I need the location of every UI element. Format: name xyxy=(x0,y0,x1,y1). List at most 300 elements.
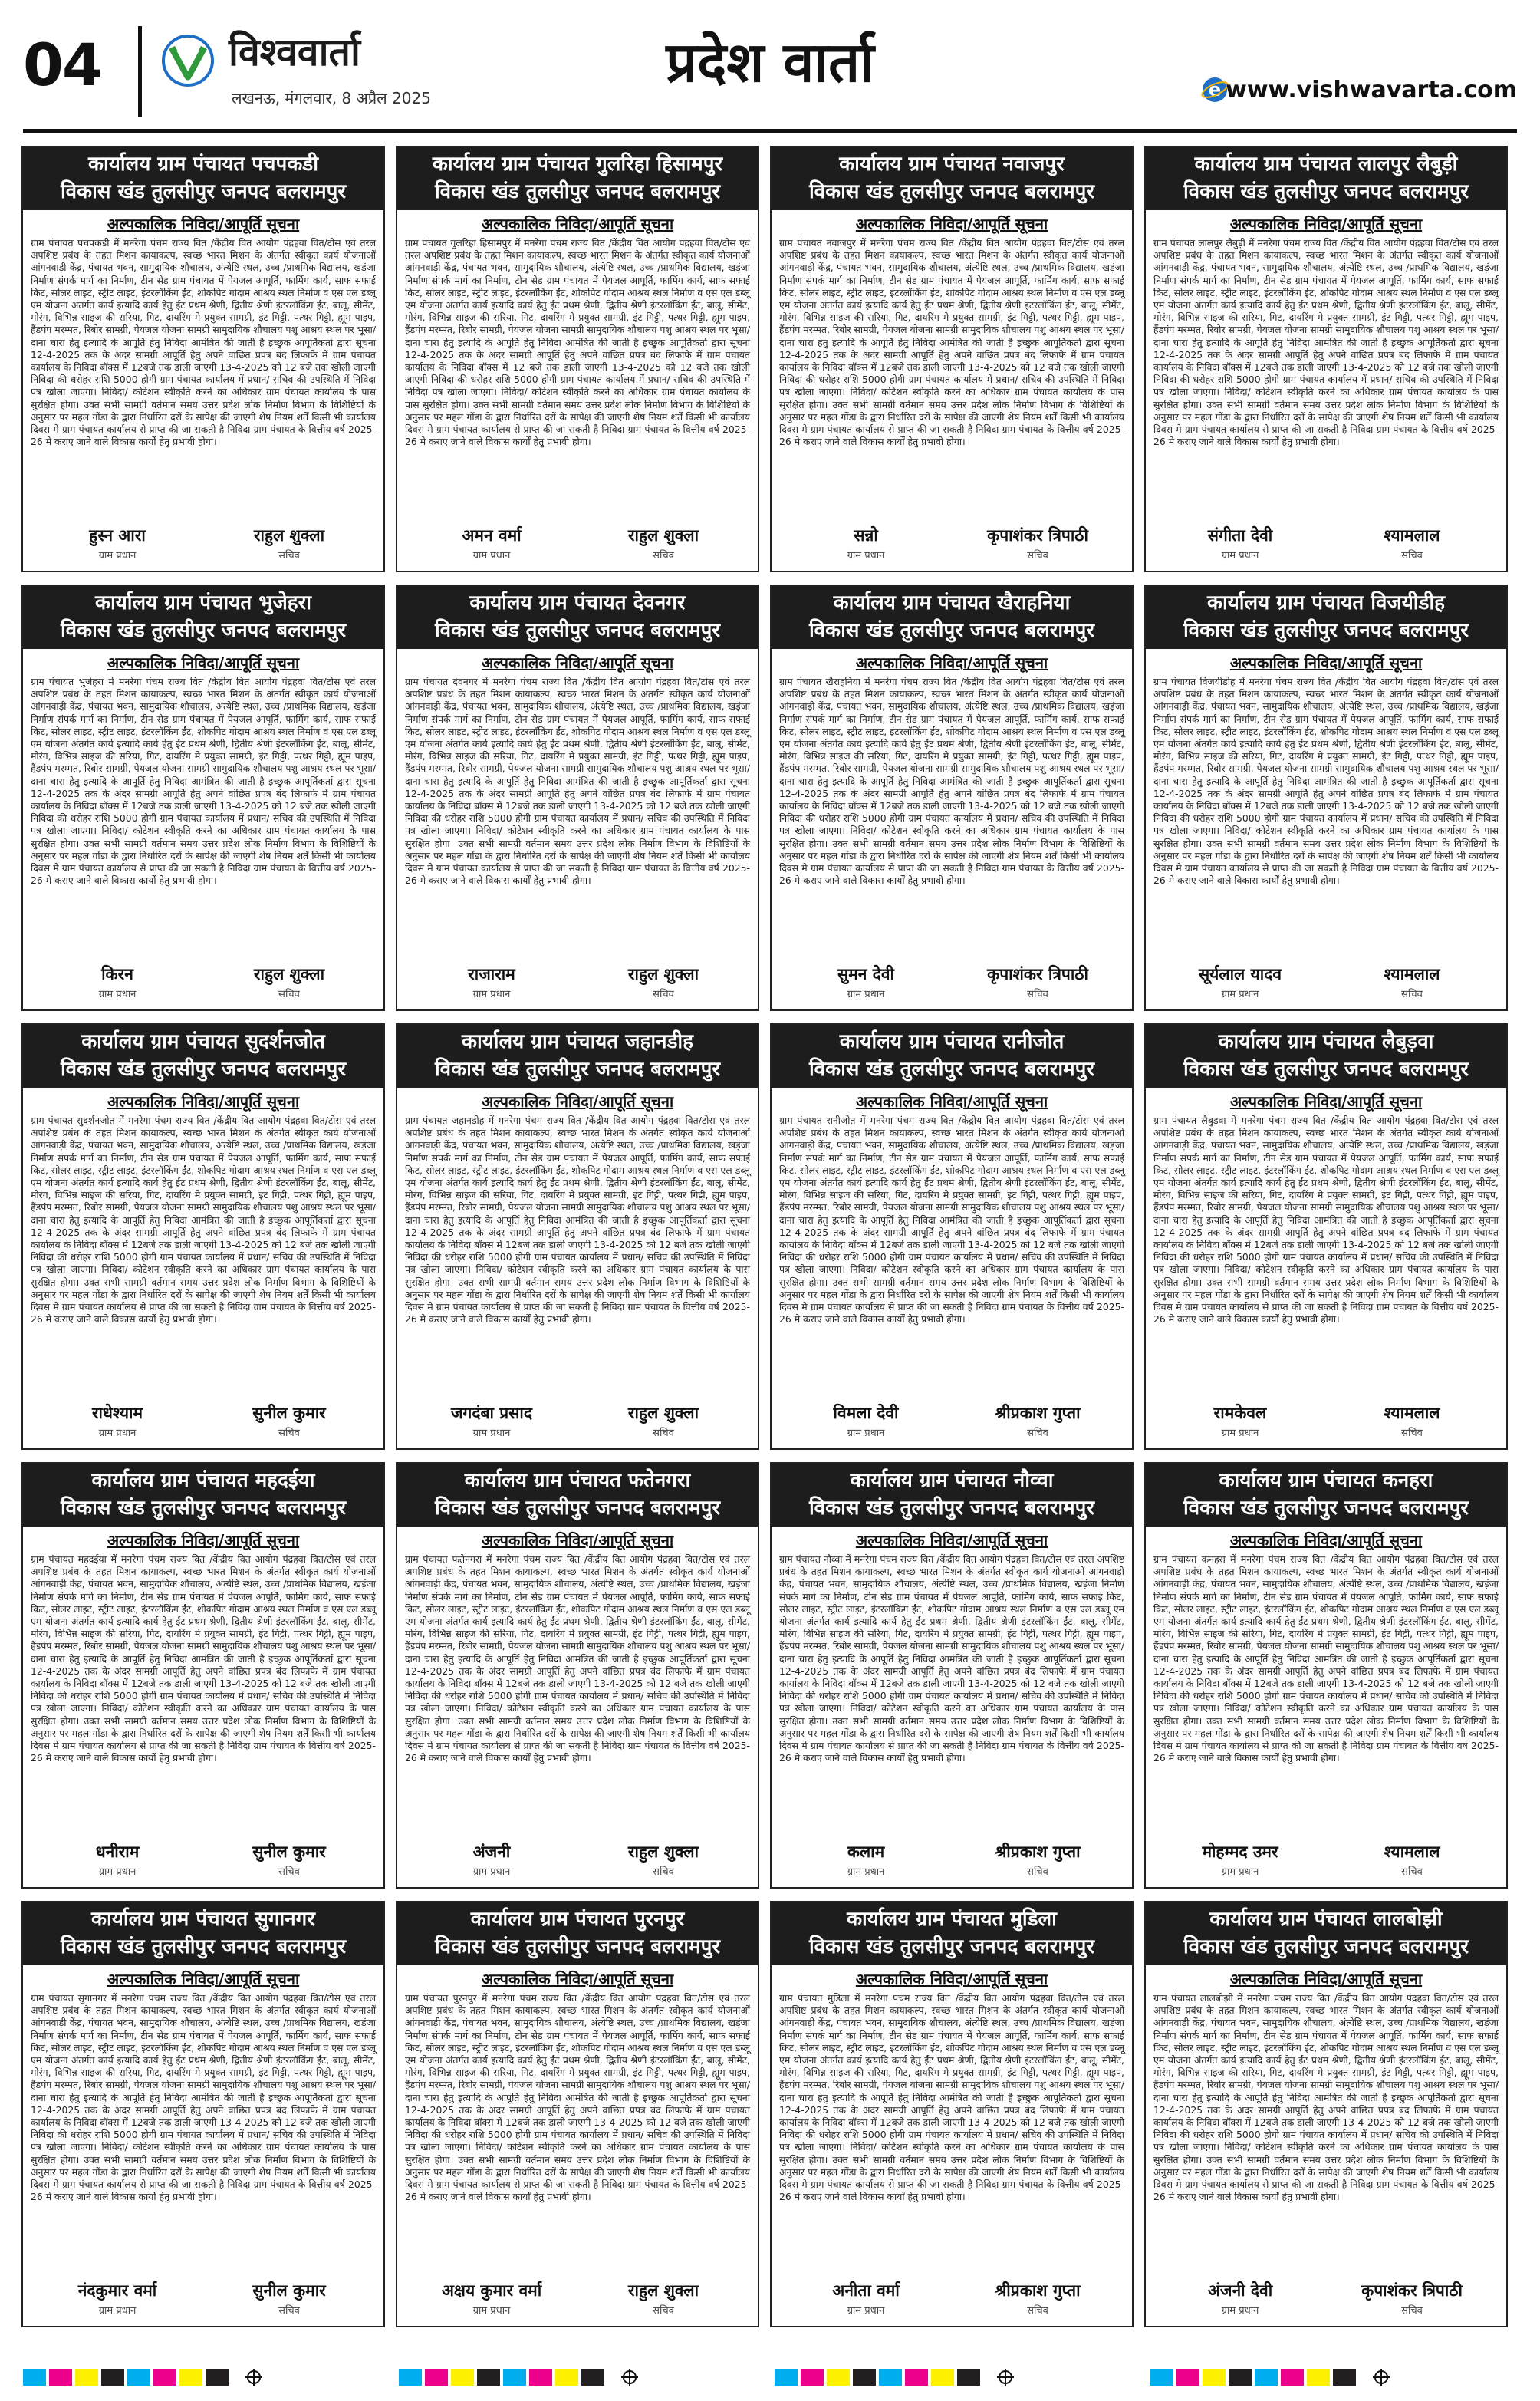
masthead xyxy=(23,17,1517,124)
notice-heading xyxy=(772,1464,1132,1527)
office-name: कार्यालय ग्राम पंचायत नवाजपुर xyxy=(839,153,1065,176)
pradhan-title: ग्राम प्रधान xyxy=(1221,550,1259,562)
pradhan-title: ग्राम प्रधान xyxy=(98,989,137,1000)
block-district: विकास खंड तुलसीपुर जनपद बलरामपुर xyxy=(1183,1497,1469,1520)
sachiv-title: सचिव xyxy=(278,1866,300,1878)
sachiv-signature xyxy=(1331,963,1492,1000)
office-name: कार्यालय ग्राम पंचायत मुडिला xyxy=(847,1908,1057,1931)
sachiv-signature xyxy=(957,963,1118,1000)
notice-body: ग्राम पंचायत कनहरा में मनरेगा पंचम राज्य वित /केंद्रीय वित आयोग पंद्रहवा वित/टोस एवं तरल अपशिष्ट प्रबंध के तहत मिशन कायाकल्प, स्वच्छ भारत मिशन के अंतर्गत स्वीकृत कार्य योजनाओं आंगनवाड़ी केंद्र, पंचायत भवन, सामुदायिक शौचालय, अंत्येष्टि स्थल, उच्च /प्राथमिक विद्यालय, खड़ंजा निर्माण संपर्क मार्ग का निर्माण, टीन सेड ग्राम पंचायत में पेयजल आपूर्ति, फार्मिग कार्य, साफ सफाई किट, सोलर लाइट, स्ट्रीट लाइट, इंटरलॉकिंग ईंट, शोकपिट गोदाम आश्रय स्थल निर्माण व एस एल डब्लू एम योजना अंतर्गत कार्य इत्यादि कार्य हेतु ईंट प्रथम श्रेणी, द्वितीय श्रेणी इंटरलॉकिंग ईंट, बालू, सीमेंट, मोरंग, विभिन्न साइज की सरिया, गिट, दायरिंग मे प्रयुक्त सामग्री, इंट गिट्टी, पत्थर गिट्टी, ह्यूम पाइप, हैंडपंप मरम्मत, रिबोर सामग्री, पेयजल योजना सामग्री सामुदायिक शौचालय पशु आश्रय स्थल पर भूसा/दाना चारा हेतु इत्यादि के आपूर्ति हेतु निविदा आमंत्रित की जाती है इच्छुक आपूर्तिकर्ता द्वारा सूचना 12-4-2025 तक के अंदर सामग्री आपूर्ति हेतु अपने वांछित प्रपत्र बंद लिफाफे में ग्राम पंचायत कार्यालय के निविदा बॉक्स में 12बजे तक डाली जाएगी 13-4-2025 को 12 बजे तक खोली जाएगी निविदा की धरोहर राशि 5000 होगी ग्राम पंचायत कार्यालय में प्रधान/ सचिव की उपस्थिति में निविदा पत्र खोला जाएगा। निविदा/ कोटेशन स्वीकृति करने का अधिकार ग्राम पंचायत कार्यालय के पास सुरक्षित होगा। उक्त सभी सामग्री वर्तमान समय उत्तर प्रदेश लोक निर्माण विभाग के विशिष्टियों के अनुसार पर महल गोंडा के द्वारा निर्धारित दरों के सापेक्ष की जाएगी शेष नियम शर्तें किसी भी कार्यालय दिवस मे ग्राम पंचायत कार्यालय से प्राप्त की जा सकती है निविदा ग्राम पंचायत के वित्तीय वर्ष 2025-26 मे कराए जाने वाले विकास कार्यों हेतु प्रभावी होगा। xyxy=(1153,1553,1499,1764)
pradhan-name: राधेश्याम xyxy=(91,1404,143,1422)
pradhan-title: ग्राम प्रधान xyxy=(1221,2305,1259,2317)
signatures xyxy=(772,2280,1132,2318)
notice-body: ग्राम पंचायत रानीजोत में मनरेगा पंचम राज्य वित /केंद्रीय वित आयोग पंद्रहवा वित/टोस एवं तरल अपशिष्ट प्रबंध के तहत मिशन कायाकल्प, स्वच्छ भारत मिशन के अंतर्गत स्वीकृत कार्य योजनाओं आंगनवाड़ी केंद्र, पंचायत भवन, सामुदायिक शौचालय, अंत्येष्टि स्थल, उच्च /प्राथमिक विद्यालय, खड़ंजा निर्माण संपर्क मार्ग का निर्माण, टीन सेड ग्राम पंचायत में पेयजल आपूर्ति, फार्मिग कार्य, साफ सफाई किट, सोलर लाइट, स्ट्रीट लाइट, इंटरलॉकिंग ईंट, शोकपिट गोदाम आश्रय स्थल निर्माण व एस एल डब्लू एम योजना अंतर्गत कार्य इत्यादि कार्य हेतु ईंट प्रथम श्रेणी, द्वितीय श्रेणी इंटरलॉकिंग ईंट, बालू, सीमेंट, मोरंग, विभिन्न साइज की सरिया, गिट, दायरिंग मे प्रयुक्त सामग्री, इंट गिट्टी, पत्थर गिट्टी, ह्यूम पाइप, हैंडपंप मरम्मत, रिबोर सामग्री, पेयजल योजना सामग्री सामुदायिक शौचालय पशु आश्रय स्थल पर भूसा/दाना चारा हेतु इत्यादि के आपूर्ति हेतु निविदा आमंत्रित की जाती है इच्छुक आपूर्तिकर्ता द्वारा सूचना 12-4-2025 तक के अंदर सामग्री आपूर्ति हेतु अपने वांछित प्रपत्र बंद लिफाफे में ग्राम पंचायत कार्यालय के निविदा बॉक्स में 12बजे तक डाली जाएगी 13-4-2025 को 12 बजे तक खोली जाएगी निविदा की धरोहर राशि 5000 होगी ग्राम पंचायत कार्यालय में प्रधान/ सचिव की उपस्थिति में निविदा पत्र खोला जाएगा। निविदा/ कोटेशन स्वीकृति करने का अधिकार ग्राम पंचायत कार्यालय के पास सुरक्षित होगा। उक्त सभी सामग्री वर्तमान समय उत्तर प्रदेश लोक निर्माण विभाग के विशिष्टियों के अनुसार पर महल गोंडा के द्वारा निर्धारित दरों के सापेक्ष की जाएगी शेष नियम शर्तें किसी भी कार्यालय दिवस मे ग्राम पंचायत कार्यालय से प्राप्त की जा सकती है निविदा ग्राम पंचायत के वित्तीय वर्ष 2025-26 मे कराए जाने वाले विकास कार्यों हेतु प्रभावी होगा। xyxy=(779,1115,1124,1326)
notice-body: ग्राम पंचायत देवनगर में मनरेगा पंचम राज्य वित /केंद्रीय वित आयोग पंद्रहवा वित/टोस एवं तरल अपशिष्ट प्रबंध के तहत मिशन कायाकल्प, स्वच्छ भारत मिशन के अंतर्गत स्वीकृत कार्य योजनाओं आंगनवाड़ी केंद्र, पंचायत भवन, सामुदायिक शौचालय, अंत्येष्टि स्थल, उच्च /प्राथमिक विद्यालय, खड़ंजा निर्माण संपर्क मार्ग का निर्माण, टीन सेड ग्राम पंचायत में पेयजल आपूर्ति, फार्मिग कार्य, साफ सफाई किट, सोलर लाइट, स्ट्रीट लाइट, इंटरलॉकिंग ईंट, शोकपिट गोदाम आश्रय स्थल निर्माण व एस एल डब्लू एम योजना अंतर्गत कार्य इत्यादि कार्य हेतु ईंट प्रथम श्रेणी, द्वितीय श्रेणी इंटरलॉकिंग ईंट, बालू, सीमेंट, मोरंग, विभिन्न साइज की सरिया, गिट, दायरिंग मे प्रयुक्त सामग्री, इंट गिट्टी, पत्थर गिट्टी, ह्यूम पाइप, हैंडपंप मरम्मत, रिबोर सामग्री, पेयजल योजना सामग्री सामुदायिक शौचालय पशु आश्रय स्थल पर भूसा/दाना चारा हेतु इत्यादि के आपूर्ति हेतु निविदा आमंत्रित की जाती है इच्छुक आपूर्तिकर्ता द्वारा सूचना 12-4-2025 तक के अंदर सामग्री आपूर्ति हेतु अपने वांछित प्रपत्र बंद लिफाफे में ग्राम पंचायत कार्यालय के निविदा बॉक्स में 12बजे तक डाली जाएगी 13-4-2025 को 12 बजे तक खोली जाएगी निविदा की धरोहर राशि 5000 होगी ग्राम पंचायत कार्यालय में प्रधान/ सचिव की उपस्थिति में निविदा पत्र खोला जाएगा। निविदा/ कोटेशन स्वीकृति करने का अधिकार ग्राम पंचायत कार्यालय के पास सुरक्षित होगा। उक्त सभी सामग्री वर्तमान समय उत्तर प्रदेश लोक निर्माण विभाग के विशिष्टियों के अनुसार पर महल गोंडा के द्वारा निर्धारित दरों के सापेक्ष की जाएगी शेष नियम शर्तें किसी भी कार्यालय दिवस मे ग्राम पंचायत कार्यालय से प्राप्त की जा सकती है निविदा ग्राम पंचायत के वित्तीय वर्ष 2025-26 मे कराए जाने वाले विकास कार्यों हेतु प्रभावी होगा। xyxy=(405,676,750,887)
office-name: कार्यालय ग्राम पंचायत नौव्वा xyxy=(850,1469,1054,1492)
notice-body: ग्राम पंचायत भुजेहरा में मनरेगा पंचम राज्य वित /केंद्रीय वित आयोग पंद्रहवा वित/टोस एवं तरल अपशिष्ट प्रबंध के तहत मिशन कायाकल्प, स्वच्छ भारत मिशन के अंतर्गत स्वीकृत कार्य योजनाओं आंगनवाड़ी केंद्र, पंचायत भवन, सामुदायिक शौचालय, अंत्येष्टि स्थल, उच्च /प्राथमिक विद्यालय, खड़ंजा निर्माण संपर्क मार्ग का निर्माण, टीन सेड ग्राम पंचायत में पेयजल आपूर्ति, फार्मिग कार्य, साफ सफाई किट, सोलर लाइट, स्ट्रीट लाइट, इंटरलॉकिंग ईंट, शोकपिट गोदाम आश्रय स्थल निर्माण व एस एल डब्लू एम योजना अंतर्गत कार्य इत्यादि कार्य हेतु ईंट प्रथम श्रेणी, द्वितीय श्रेणी इंटरलॉकिंग ईंट, बालू, सीमेंट, मोरंग, विभिन्न साइज की सरिया, गिट, दायरिंग मे प्रयुक्त सामग्री, इंट गिट्टी, पत्थर गिट्टी, ह्यूम पाइप, हैंडपंप मरम्मत, रिबोर सामग्री, पेयजल योजना सामग्री सामुदायिक शौचालय पशु आश्रय स्थल पर भूसा/दाना चारा हेतु इत्यादि के आपूर्ति हेतु निविदा आमंत्रित की जाती है इच्छुक आपूर्तिकर्ता द्वारा सूचना 12-4-2025 तक के अंदर सामग्री आपूर्ति हेतु अपने वांछित प्रपत्र बंद लिफाफे में ग्राम पंचायत कार्यालय के निविदा बॉक्स में 12बजे तक डाली जाएगी 13-4-2025 को 12 बजे तक खोली जाएगी निविदा की धरोहर राशि 5000 होगी ग्राम पंचायत कार्यालय में प्रधान/ सचिव की उपस्थिति में निविदा पत्र खोला जाएगा। निविदा/ कोटेशन स्वीकृति करने का अधिकार ग्राम पंचायत कार्यालय के पास सुरक्षित होगा। उक्त सभी सामग्री वर्तमान समय उत्तर प्रदेश लोक निर्माण विभाग के विशिष्टियों के अनुसार पर महल गोंडा के द्वारा निर्धारित दरों के सापेक्ष की जाएगी शेष नियम शर्तें किसी भी कार्यालय दिवस मे ग्राम पंचायत कार्यालय से प्राप्त की जा सकती है निविदा ग्राम पंचायत के वित्तीय वर्ष 2025-26 मे कराए जाने वाले विकास कार्यों हेतु प्रभावी होगा। xyxy=(31,676,376,887)
notice-heading xyxy=(23,1902,383,1965)
notice-body: ग्राम पंचायत महदईया में मनरेगा पंचम राज्य वित /केंद्रीय वित आयोग पंद्रहवा वित/टोस एवं तरल अपशिष्ट प्रबंध के तहत मिशन कायाकल्प, स्वच्छ भारत मिशन के अंतर्गत स्वीकृत कार्य योजनाओं आंगनवाड़ी केंद्र, पंचायत भवन, सामुदायिक शौचालय, अंत्येष्टि स्थल, उच्च /प्राथमिक विद्यालय, खड़ंजा निर्माण संपर्क मार्ग का निर्माण, टीन सेड ग्राम पंचायत में पेयजल आपूर्ति, फार्मिग कार्य, साफ सफाई किट, सोलर लाइट, स्ट्रीट लाइट, इंटरलॉकिंग ईंट, शोकपिट गोदाम आश्रय स्थल निर्माण व एस एल डब्लू एम योजना अंतर्गत कार्य इत्यादि कार्य हेतु ईंट प्रथम श्रेणी, द्वितीय श्रेणी इंटरलॉकिंग ईंट, बालू, सीमेंट, मोरंग, विभिन्न साइज की सरिया, गिट, दायरिंग मे प्रयुक्त सामग्री, इंट गिट्टी, पत्थर गिट्टी, ह्यूम पाइप, हैंडपंप मरम्मत, रिबोर सामग्री, पेयजल योजना सामग्री सामुदायिक शौचालय पशु आश्रय स्थल पर भूसा/दाना चारा हेतु इत्यादि के आपूर्ति हेतु निविदा आमंत्रित की जाती है इच्छुक आपूर्तिकर्ता द्वारा सूचना 12-4-2025 तक के अंदर सामग्री आपूर्ति हेतु अपने वांछित प्रपत्र बंद लिफाफे में ग्राम पंचायत कार्यालय के निविदा बॉक्स में 12बजे तक डाली जाएगी 13-4-2025 को 12 बजे तक खोली जाएगी निविदा की धरोहर राशि 5000 होगी ग्राम पंचायत कार्यालय में प्रधान/ सचिव की उपस्थिति में निविदा पत्र खोला जाएगा। निविदा/ कोटेशन स्वीकृति करने का अधिकार ग्राम पंचायत कार्यालय के पास सुरक्षित होगा। उक्त सभी सामग्री वर्तमान समय उत्तर प्रदेश लोक निर्माण विभाग के विशिष्टियों के अनुसार पर महल गोंडा के द्वारा निर्धारित दरों के सापेक्ष की जाएगी शेष नियम शर्तें किसी भी कार्यालय दिवस मे ग्राम पंचायत कार्यालय से प्राप्त की जा सकती है निविदा ग्राम पंचायत के वित्तीय वर्ष 2025-26 मे कराए जाने वाले विकास कार्यों हेतु प्रभावी होगा। xyxy=(31,1553,376,1764)
notice-body: ग्राम पंचायत लैबुड़वा में मनरेगा पंचम राज्य वित /केंद्रीय वित आयोग पंद्रहवा वित/टोस एवं तरल अपशिष्ट प्रबंध के तहत मिशन कायाकल्प, स्वच्छ भारत मिशन के अंतर्गत स्वीकृत कार्य योजनाओं आंगनवाड़ी केंद्र, पंचायत भवन, सामुदायिक शौचालय, अंत्येष्टि स्थल, उच्च /प्राथमिक विद्यालय, खड़ंजा निर्माण संपर्क मार्ग का निर्माण, टीन सेड ग्राम पंचायत में पेयजल आपूर्ति, फार्मिग कार्य, साफ सफाई किट, सोलर लाइट, स्ट्रीट लाइट, इंटरलॉकिंग ईंट, शोकपिट गोदाम आश्रय स्थल निर्माण व एस एल डब्लू एम योजना अंतर्गत कार्य इत्यादि कार्य हेतु ईंट प्रथम श्रेणी, द्वितीय श्रेणी इंटरलॉकिंग ईंट, बालू, सीमेंट, मोरंग, विभिन्न साइज की सरिया, गिट, दायरिंग मे प्रयुक्त सामग्री, इंट गिट्टी, पत्थर गिट्टी, ह्यूम पाइप, हैंडपंप मरम्मत, रिबोर सामग्री, पेयजल योजना सामग्री सामुदायिक शौचालय पशु आश्रय स्थल पर भूसा/दाना चारा हेतु इत्यादि के आपूर्ति हेतु निविदा आमंत्रित की जाती है इच्छुक आपूर्तिकर्ता द्वारा सूचना 12-4-2025 तक के अंदर सामग्री आपूर्ति हेतु अपने वांछित प्रपत्र बंद लिफाफे में ग्राम पंचायत कार्यालय के निविदा बॉक्स में 12बजे तक डाली जाएगी 13-4-2025 को 12 बजे तक खोली जाएगी निविदा की धरोहर राशि 5000 होगी ग्राम पंचायत कार्यालय में प्रधान/ सचिव की उपस्थिति में निविदा पत्र खोला जाएगा। निविदा/ कोटेशन स्वीकृति करने का अधिकार ग्राम पंचायत कार्यालय के पास सुरक्षित होगा। उक्त सभी सामग्री वर्तमान समय उत्तर प्रदेश लोक निर्माण विभाग के विशिष्टियों के अनुसार पर महल गोंडा के द्वारा निर्धारित दरों के सापेक्ष की जाएगी शेष नियम शर्तें किसी भी कार्यालय दिवस मे ग्राम पंचायत कार्यालय से प्राप्त की जा सकती है निविदा ग्राम पंचायत के वित्तीय वर्ष 2025-26 मे कराए जाने वाले विकास कार्यों हेतु प्रभावी होगा। xyxy=(1153,1115,1499,1326)
website-url[interactable] xyxy=(1226,77,1517,104)
color-swatch xyxy=(23,2369,46,2386)
sachiv-name: श्रीप्रकाश गुप्ता xyxy=(995,2281,1081,2300)
block-district: विकास खंड तुलसीपुर जनपद बलरामपुर xyxy=(60,619,347,642)
pradhan-title: ग्राम प्रधान xyxy=(472,1428,511,1439)
office-name: कार्यालय ग्राम पंचायत पचपकडी xyxy=(88,153,318,176)
notice-heading xyxy=(397,1902,758,1965)
notice-heading xyxy=(397,586,758,649)
pradhan-title: ग्राम प्रधान xyxy=(98,1428,137,1439)
notice-subtitle: अल्पकालिक निविदा/आपूर्ति सूचना xyxy=(481,215,674,233)
sachiv-signature xyxy=(1331,1402,1492,1439)
notice-heading xyxy=(1146,147,1506,210)
sachiv-title: सचिव xyxy=(1027,1866,1048,1878)
tender-notice-5 xyxy=(21,585,385,1011)
block-district: विकास खंड तुलसीपुर जनपद बलरामपुर xyxy=(434,1497,721,1520)
sachiv-name: सुनील कुमार xyxy=(252,2281,326,2300)
sachiv-title: सचिव xyxy=(1027,1428,1048,1439)
tender-notice-6 xyxy=(396,585,759,1011)
pradhan-name: संगीता देवी xyxy=(1207,526,1273,545)
pradhan-name: नंदकुमार वर्मा xyxy=(77,2281,157,2300)
pradhan-name: कलाम xyxy=(847,1843,885,1861)
pradhan-name: अंजनी xyxy=(472,1843,511,1861)
pradhan-title: ग्राम प्रधान xyxy=(847,1866,885,1878)
office-name: कार्यालय ग्राम पंचायत जहानडीह xyxy=(462,1030,693,1053)
color-swatch xyxy=(879,2369,902,2386)
notice-body: ग्राम पंचायत पचपकडी में मनरेगा पंचम राज्य वित /केंद्रीय वित आयोग पंद्रहवा वित/टोस एवं तरल अपशिष्ट प्रबंध के तहत मिशन कायाकल्प, स्वच्छ भारत मिशन के अंतर्गत स्वीकृत कार्य योजनाओं आंगनवाड़ी केंद्र, पंचायत भवन, सामुदायिक शौचालय, अंत्येष्टि स्थल, उच्च /प्राथमिक विद्यालय, खड़ंजा निर्माण संपर्क मार्ग का निर्माण, टीन सेड ग्राम पंचायत में पेयजल आपूर्ति, फार्मिग कार्य, साफ सफाई किट, सोलर लाइट, स्ट्रीट लाइट, इंटरलॉकिंग ईंट, शोकपिट गोदाम आश्रय स्थल निर्माण व एस एल डब्लू एम योजना अंतर्गत कार्य इत्यादि कार्य हेतु ईंट प्रथम श्रेणी, द्वितीय श्रेणी इंटरलॉकिंग ईंट, बालू, सीमेंट, मोरंग, विभिन्न साइज की सरिया, गिट, दायरिंग मे प्रयुक्त सामग्री, इंट गिट्टी, पत्थर गिट्टी, ह्यूम पाइप, हैंडपंप मरम्मत, रिबोर सामग्री, पेयजल योजना सामग्री सामुदायिक शौचालय पशु आश्रय स्थल पर भूसा/दाना चारा हेतु इत्यादि के आपूर्ति हेतु निविदा आमंत्रित की जाती है इच्छुक आपूर्तिकर्ता द्वारा सूचना 12-4-2025 तक के अंदर सामग्री आपूर्ति हेतु अपने वांछित प्रपत्र बंद लिफाफे में ग्राम पंचायत कार्यालय के निविदा बॉक्स में 12बजे तक डाली जाएगी 13-4-2025 को 12 बजे तक खोली जाएगी निविदा की धरोहर राशि 5000 होगी ग्राम पंचायत कार्यालय में प्रधान/ सचिव की उपस्थिति में निविदा पत्र खोला जाएगा। निविदा/ कोटेशन स्वीकृति करने का अधिकार ग्राम पंचायत कार्यालय के पास सुरक्षित होगा। उक्त सभी सामग्री वर्तमान समय उत्तर प्रदेश लोक निर्माण विभाग के विशिष्टियों के अनुसार पर महल गोंडा के द्वारा निर्धारित दरों के सापेक्ष की जाएगी शेष नियम शर्तें किसी भी कार्यालय दिवस मे ग्राम पंचायत कार्यालय से प्राप्त की जा सकती है निविदा ग्राम पंचायत के वित्तीय वर्ष 2025-26 मे कराए जाने वाले विकास कार्यों हेतु प्रभावी होगा। xyxy=(31,237,376,448)
color-swatch xyxy=(153,2369,176,2386)
pradhan-signature xyxy=(37,1402,198,1439)
block-district: विकास खंड तुलसीपुर जनपद बलरामपुर xyxy=(808,180,1095,203)
office-name: कार्यालय ग्राम पंचायत गुलरिहा हिसामपुर xyxy=(432,153,723,176)
sachiv-name: राहुल शुक्ला xyxy=(627,526,699,545)
notice-body: ग्राम पंचायत पुरनपुर में मनरेगा पंचम राज्य वित /केंद्रीय वित आयोग पंद्रहवा वित/टोस एवं तरल अपशिष्ट प्रबंध के तहत मिशन कायाकल्प, स्वच्छ भारत मिशन के अंतर्गत स्वीकृत कार्य योजनाओं आंगनवाड़ी केंद्र, पंचायत भवन, सामुदायिक शौचालय, अंत्येष्टि स्थल, उच्च /प्राथमिक विद्यालय, खड़ंजा निर्माण संपर्क मार्ग का निर्माण, टीन सेड ग्राम पंचायत में पेयजल आपूर्ति, फार्मिग कार्य, साफ सफाई किट, सोलर लाइट, स्ट्रीट लाइट, इंटरलॉकिंग ईंट, शोकपिट गोदाम आश्रय स्थल निर्माण व एस एल डब्लू एम योजना अंतर्गत कार्य इत्यादि कार्य हेतु ईंट प्रथम श्रेणी, द्वितीय श्रेणी इंटरलॉकिंग ईंट, बालू, सीमेंट, मोरंग, विभिन्न साइज की सरिया, गिट, दायरिंग मे प्रयुक्त सामग्री, इंट गिट्टी, पत्थर गिट्टी, ह्यूम पाइप, हैंडपंप मरम्मत, रिबोर सामग्री, पेयजल योजना सामग्री सामुदायिक शौचालय पशु आश्रय स्थल पर भूसा/दाना चारा हेतु इत्यादि के आपूर्ति हेतु निविदा आमंत्रित की जाती है इच्छुक आपूर्तिकर्ता द्वारा सूचना 12-4-2025 तक के अंदर सामग्री आपूर्ति हेतु अपने वांछित प्रपत्र बंद लिफाफे में ग्राम पंचायत कार्यालय के निविदा बॉक्स में 12बजे तक डाली जाएगी 13-4-2025 को 12 बजे तक खोली जाएगी निविदा की धरोहर राशि 5000 होगी ग्राम पंचायत कार्यालय में प्रधान/ सचिव की उपस्थिति में निविदा पत्र खोला जाएगा। निविदा/ कोटेशन स्वीकृति करने का अधिकार ग्राम पंचायत कार्यालय के पास सुरक्षित होगा। उक्त सभी सामग्री वर्तमान समय उत्तर प्रदेश लोक निर्माण विभाग के विशिष्टियों के अनुसार पर महल गोंडा के द्वारा निर्धारित दरों के सापेक्ष की जाएगी शेष नियम शर्तें किसी भी कार्यालय दिवस मे ग्राम पंचायत कार्यालय से प्राप्त की जा सकती है निविदा ग्राम पंचायत के वित्तीय वर्ष 2025-26 मे कराए जाने वाले विकास कार्यों हेतु प्रभावी होगा। xyxy=(405,1992,750,2203)
sachiv-signature xyxy=(583,1402,744,1439)
pradhan-signature xyxy=(411,1841,572,1878)
sachiv-name: राहुल शुक्ला xyxy=(627,1843,699,1861)
sachiv-signature xyxy=(957,1841,1118,1878)
block-district: विकास खंड तुलसीपुर जनपद बलरामपुर xyxy=(1183,1058,1469,1081)
pradhan-signature xyxy=(785,525,946,562)
pradhan-signature xyxy=(37,525,198,562)
color-swatch xyxy=(1203,2369,1226,2386)
tender-notice-7 xyxy=(770,585,1134,1011)
block-district: विकास खंड तुलसीपुर जनपद बलरामपुर xyxy=(60,1058,347,1081)
notice-heading xyxy=(397,1464,758,1527)
block-district: विकास खंड तुलसीपुर जनपद बलरामपुर xyxy=(808,1058,1095,1081)
signatures xyxy=(397,1841,758,1879)
notice-subtitle: अल्पकालिक निविदा/आपूर्ति सूचना xyxy=(107,215,300,233)
pradhan-name: जगदंबा प्रसाद xyxy=(450,1404,533,1422)
color-swatch xyxy=(127,2369,150,2386)
color-swatch xyxy=(957,2369,980,2386)
office-name: कार्यालय ग्राम पंचायत विजयीडीह xyxy=(1207,591,1445,614)
notice-subtitle: अल्पकालिक निविदा/आपूर्ति सूचना xyxy=(481,1970,674,1988)
block-district: विकास खंड तुलसीपुर जनपद बलरामपुर xyxy=(1183,1935,1469,1958)
color-swatch xyxy=(75,2369,98,2386)
color-swatch xyxy=(425,2369,448,2386)
sachiv-title: सचिव xyxy=(1401,1866,1423,1878)
notice-heading xyxy=(23,1025,383,1088)
notice-subtitle: अल्पकालिक निविदा/आपूर्ति सूचना xyxy=(855,1092,1048,1111)
color-swatch xyxy=(399,2369,422,2386)
notice-body: ग्राम पंचायत गुलरिहा हिसामपुर में मनरेगा पंचम राज्य वित /केंद्रीय वित आयोग पंद्रहवा वित/टोस एवं तरल अपशिष्ट प्रबंध के तहत मिशन कायाकल्प, स्वच्छ भारत मिशन के अंतर्गत स्वीकृत कार्य योजनाओं आंगनवाड़ी केंद्र, पंचायत भवन, सामुदायिक शौचालय, अंत्येष्टि स्थल, उच्च /प्राथमिक विद्यालय, खड़ंजा निर्माण संपर्क मार्ग का निर्माण, टीन सेड ग्राम पंचायत में पेयजल आपूर्ति, फार्मिग कार्य, साफ सफाई किट, सोलर लाइट, स्ट्रीट लाइट, इंटरलॉकिंग ईंट, शोकपिट गोदाम आश्रय स्थल निर्माण व एस एल डब्लू एम योजना अंतर्गत कार्य इत्यादि कार्य हेतु ईंट प्रथम श्रेणी, द्वितीय श्रेणी इंटरलॉकिंग ईंट, बालू, सीमेंट, मोरंग, विभिन्न साइज की सरिया, गिट, दायरिंग मे प्रयुक्त सामग्री, इंट गिट्टी, पत्थर गिट्टी, ह्यूम पाइप, हैंडपंप मरम्मत, रिबोर सामग्री, पेयजल योजना सामग्री सामुदायिक शौचालय पशु आश्रय स्थल पर भूसा/दाना चारा हेतु इत्यादि के आपूर्ति हेतु निविदा आमंत्रित की जाती है इच्छुक आपूर्तिकर्ता द्वारा सूचना 12-4-2025 तक के अंदर सामग्री आपूर्ति हेतु अपने वांछित प्रपत्र बंद लिफाफे में ग्राम पंचायत कार्यालय के निविदा बॉक्स में 12 बजे तक डाली जाएगी 13-4-2025 को 12 बजे तक खोली जाएगी निविदा की धरोहर राशि 5000 होगी ग्राम पंचायत कार्यालय में प्रधान/ सचिव की उपस्थिति में निविदा पत्र खोला जाएगा। निविदा/ कोटेशन स्वीकृति करने का अधिकार ग्राम पंचायत कार्यालय के पास सुरक्षित होगा। उक्त सभी सामग्री वर्तमान समय उत्तर प्रदेश लोक निर्माण विभाग के विशिष्टियों के अनुसार पर महल गोंडा के द्वारा निर्धारित दरों के सापेक्ष की जाएगी शेष नियम शर्तें किसी भी कार्यालय दिवस मे ग्राम पंचायत कार्यालय से प्राप्त की जा सकती है निविदा ग्राम पंचायत के वित्तीय वर्ष 2025-26 मे कराए जाने वाले विकास कार्यों हेतु प्रभावी होगा। xyxy=(405,237,750,448)
block-district: विकास खंड तुलसीपुर जनपद बलरामपुर xyxy=(60,1497,347,1520)
notice-heading xyxy=(1146,1025,1506,1088)
color-swatch xyxy=(1255,2369,1278,2386)
color-swatch xyxy=(1307,2369,1330,2386)
color-swatch xyxy=(1229,2369,1252,2386)
pradhan-signature xyxy=(1160,2280,1321,2317)
color-swatch xyxy=(179,2369,202,2386)
signatures xyxy=(1146,1402,1506,1441)
sachiv-name: श्रीप्रकाश गुप्ता xyxy=(995,1404,1081,1422)
notice-body: ग्राम पंचायत जहानडीह में मनरेगा पंचम राज्य वित /केंद्रीय वित आयोग पंद्रहवा वित/टोस एवं तरल अपशिष्ट प्रबंध के तहत मिशन कायाकल्प, स्वच्छ भारत मिशन के अंतर्गत स्वीकृत कार्य योजनाओं आंगनवाड़ी केंद्र, पंचायत भवन, सामुदायिक शौचालय, अंत्येष्टि स्थल, उच्च /प्राथमिक विद्यालय, खड़ंजा निर्माण संपर्क मार्ग का निर्माण, टीन सेड ग्राम पंचायत में पेयजल आपूर्ति, फार्मिग कार्य, साफ सफाई किट, सोलर लाइट, स्ट्रीट लाइट, इंटरलॉकिंग ईंट, शोकपिट गोदाम आश्रय स्थल निर्माण व एस एल डब्लू एम योजना अंतर्गत कार्य इत्यादि कार्य हेतु ईंट प्रथम श्रेणी, द्वितीय श्रेणी इंटरलॉकिंग ईंट, बालू, सीमेंट, मोरंग, विभिन्न साइज की सरिया, गिट, दायरिंग मे प्रयुक्त सामग्री, इंट गिट्टी, पत्थर गिट्टी, ह्यूम पाइप, हैंडपंप मरम्मत, रिबोर सामग्री, पेयजल योजना सामग्री सामुदायिक शौचालय पशु आश्रय स्थल पर भूसा/दाना चारा हेतु इत्यादि के आपूर्ति हेतु निविदा आमंत्रित की जाती है इच्छुक आपूर्तिकर्ता द्वारा सूचना 12-4-2025 तक के अंदर सामग्री आपूर्ति हेतु अपने वांछित प्रपत्र बंद लिफाफे में ग्राम पंचायत कार्यालय के निविदा बॉक्स में 12बजे तक डाली जाएगी 13-4-2025 को 12 बजे तक खोली जाएगी निविदा की धरोहर राशि 5000 होगी ग्राम पंचायत कार्यालय में प्रधान/ सचिव की उपस्थिति में निविदा पत्र खोला जाएगा। निविदा/ कोटेशन स्वीकृति करने का अधिकार ग्राम पंचायत कार्यालय के पास सुरक्षित होगा। उक्त सभी सामग्री वर्तमान समय उत्तर प्रदेश लोक निर्माण विभाग के विशिष्टियों के अनुसार पर महल गोंडा के द्वारा निर्धारित दरों के सापेक्ष की जाएगी शेष नियम शर्तें किसी भी कार्यालय दिवस मे ग्राम पंचायत कार्यालय से प्राप्त की जा सकती है निविदा ग्राम पंचायत के वित्तीय वर्ष 2025-26 मे कराए जाने वाले विकास कार्यों हेतु प्रभावी होगा। xyxy=(405,1115,750,1326)
block-district: विकास खंड तुलसीपुर जनपद बलरामपुर xyxy=(60,180,347,203)
sachiv-name: राहुल शुक्ला xyxy=(253,965,325,983)
pradhan-name: अमन वर्मा xyxy=(462,526,522,545)
pradhan-name: सन्नो xyxy=(854,526,878,545)
color-swatch xyxy=(1150,2369,1173,2386)
notice-subtitle: अल्पकालिक निविदा/आपूर्ति सूचना xyxy=(107,1092,300,1111)
pradhan-title: ग्राम प्रधान xyxy=(847,550,885,562)
tender-notice-17 xyxy=(21,1901,385,2327)
pradhan-title: ग्राम प्रधान xyxy=(472,550,511,562)
sachiv-title: सचिव xyxy=(1401,2305,1423,2317)
notice-heading xyxy=(23,586,383,649)
color-swatch xyxy=(1333,2369,1356,2386)
pradhan-signature xyxy=(411,1402,572,1439)
color-swatch xyxy=(101,2369,124,2386)
tender-notice-11 xyxy=(770,1023,1134,1450)
pradhan-signature xyxy=(37,2280,198,2317)
sachiv-name: कृपाशंकर त्रिपाठी xyxy=(1361,2281,1463,2300)
sachiv-title: सचिव xyxy=(278,550,300,562)
registration-mark-icon xyxy=(621,2369,638,2386)
block-district: विकास खंड तुलसीपुर जनपद बलरामपुर xyxy=(434,1935,721,1958)
notice-body: ग्राम पंचायत लालपुर लैबुड़ी में मनरेगा पंचम राज्य वित /केंद्रीय वित आयोग पंद्रहवा वित/टोस एवं तरल अपशिष्ट प्रबंध के तहत मिशन कायाकल्प, स्वच्छ भारत मिशन के अंतर्गत स्वीकृत कार्य योजनाओं आंगनवाड़ी केंद्र, पंचायत भवन, सामुदायिक शौचालय, अंत्येष्टि स्थल, उच्च /प्राथमिक विद्यालय, खड़ंजा निर्माण संपर्क मार्ग का निर्माण, टीन सेड ग्राम पंचायत में पेयजल आपूर्ति, फार्मिग कार्य, साफ सफाई किट, सोलर लाइट, स्ट्रीट लाइट, इंटरलॉकिंग ईंट, शोकपिट गोदाम आश्रय स्थल निर्माण व एस एल डब्लू एम योजना अंतर्गत कार्य इत्यादि कार्य हेतु ईंट प्रथम श्रेणी, द्वितीय श्रेणी इंटरलॉकिंग ईंट, बालू, सीमेंट, मोरंग, विभिन्न साइज की सरिया, गिट, दायरिंग मे प्रयुक्त सामग्री, इंट गिट्टी, पत्थर गिट्टी, ह्यूम पाइप, हैंडपंप मरम्मत, रिबोर सामग्री, पेयजल योजना सामग्री सामुदायिक शौचालय पशु आश्रय स्थल पर भूसा/दाना चारा हेतु इत्यादि के आपूर्ति हेतु निविदा आमंत्रित की जाती है इच्छुक आपूर्तिकर्ता द्वारा सूचना 12-4-2025 तक के अंदर सामग्री आपूर्ति हेतु अपने वांछित प्रपत्र बंद लिफाफे में ग्राम पंचायत कार्यालय के निविदा बॉक्स में 12बजे तक डाली जाएगी 13-4-2025 को 12 बजे तक खोली जाएगी निविदा की धरोहर राशि 5000 होगी ग्राम पंचायत कार्यालय में प्रधान/ सचिव की उपस्थिति में निविदा पत्र खोला जाएगा। निविदा/ कोटेशन स्वीकृति करने का अधिकार ग्राम पंचायत कार्यालय के पास सुरक्षित होगा। उक्त सभी सामग्री वर्तमान समय उत्तर प्रदेश लोक निर्माण विभाग के विशिष्टियों के अनुसार पर महल गोंडा के द्वारा निर्धारित दरों के सापेक्ष की जाएगी शेष नियम शर्तें किसी भी कार्यालय दिवस मे ग्राम पंचायत कार्यालय से प्राप्त की जा सकती है निविदा ग्राम पंचायत के वित्तीय वर्ष 2025-26 मे कराए जाने वाले विकास कार्यों हेतु प्रभावी होगा। xyxy=(1153,237,1499,448)
pradhan-name: किरन xyxy=(101,965,133,983)
notice-body: ग्राम पंचायत फतेनगरा में मनरेगा पंचम राज्य वित /केंद्रीय वित आयोग पंद्रहवा वित/टोस एवं तरल अपशिष्ट प्रबंध के तहत मिशन कायाकल्प, स्वच्छ भारत मिशन के अंतर्गत स्वीकृत कार्य योजनाओं आंगनवाड़ी केंद्र, पंचायत भवन, सामुदायिक शौचालय, अंत्येष्टि स्थल, उच्च /प्राथमिक विद्यालय, खड़ंजा निर्माण संपर्क मार्ग का निर्माण, टीन सेड ग्राम पंचायत में पेयजल आपूर्ति, फार्मिग कार्य, साफ सफाई किट, सोलर लाइट, स्ट्रीट लाइट, इंटरलॉकिंग ईंट, शोकपिट गोदाम आश्रय स्थल निर्माण व एस एल डब्लू एम योजना अंतर्गत कार्य इत्यादि कार्य हेतु ईंट प्रथम श्रेणी, द्वितीय श्रेणी इंटरलॉकिंग ईंट, बालू, सीमेंट, मोरंग, विभिन्न साइज की सरिया, गिट, दायरिंग मे प्रयुक्त सामग्री, इंट गिट्टी, पत्थर गिट्टी, ह्यूम पाइप, हैंडपंप मरम्मत, रिबोर सामग्री, पेयजल योजना सामग्री सामुदायिक शौचालय पशु आश्रय स्थल पर भूसा/दाना चारा हेतु इत्यादि के आपूर्ति हेतु निविदा आमंत्रित की जाती है इच्छुक आपूर्तिकर्ता द्वारा सूचना 12-4-2025 तक के अंदर सामग्री आपूर्ति हेतु अपने वांछित प्रपत्र बंद लिफाफे में ग्राम पंचायत कार्यालय के निविदा बॉक्स में 12बजे तक डाली जाएगी 13-4-2025 को 12 बजे तक खोली जाएगी निविदा की धरोहर राशि 5000 होगी ग्राम पंचायत कार्यालय में प्रधान/ सचिव की उपस्थिति में निविदा पत्र खोला जाएगा। निविदा/ कोटेशन स्वीकृति करने का अधिकार ग्राम पंचायत कार्यालय के पास सुरक्षित होगा। उक्त सभी सामग्री वर्तमान समय उत्तर प्रदेश लोक निर्माण विभाग के विशिष्टियों के अनुसार पर महल गोंडा के द्वारा निर्धारित दरों के सापेक्ष की जाएगी शेष नियम शर्तें किसी भी कार्यालय दिवस मे ग्राम पंचायत कार्यालय से प्राप्त की जा सकती है निविदा ग्राम पंचायत के वित्तीय वर्ष 2025-26 मे कराए जाने वाले विकास कार्यों हेतु प्रभावी होगा। xyxy=(405,1553,750,1764)
signatures xyxy=(772,525,1132,563)
pradhan-signature xyxy=(411,525,572,562)
tender-notice-9 xyxy=(21,1023,385,1450)
notice-heading xyxy=(772,147,1132,210)
office-name: कार्यालय ग्राम पंचायत देवनगर xyxy=(469,591,686,614)
signatures xyxy=(1146,2280,1506,2318)
pradhan-signature xyxy=(785,963,946,1000)
signatures xyxy=(1146,525,1506,563)
color-swatch xyxy=(451,2369,474,2386)
pradhan-signature xyxy=(1160,963,1321,1000)
notice-body: ग्राम पंचायत लालबोझी में मनरेगा पंचम राज्य वित /केंद्रीय वित आयोग पंद्रहवा वित/टोस एवं तरल अपशिष्ट प्रबंध के तहत मिशन कायाकल्प, स्वच्छ भारत मिशन के अंतर्गत स्वीकृत कार्य योजनाओं आंगनवाड़ी केंद्र, पंचायत भवन, सामुदायिक शौचालय, अंत्येष्टि स्थल, उच्च /प्राथमिक विद्यालय, खड़ंजा निर्माण संपर्क मार्ग का निर्माण, टीन सेड ग्राम पंचायत में पेयजल आपूर्ति, फार्मिग कार्य, साफ सफाई किट, सोलर लाइट, स्ट्रीट लाइट, इंटरलॉकिंग ईंट, शोकपिट गोदाम आश्रय स्थल निर्माण व एस एल डब्लू एम योजना अंतर्गत कार्य इत्यादि कार्य हेतु ईंट प्रथम श्रेणी, द्वितीय श्रेणी इंटरलॉकिंग ईंट, बालू, सीमेंट, मोरंग, विभिन्न साइज की सरिया, गिट, दायरिंग मे प्रयुक्त सामग्री, इंट गिट्टी, पत्थर गिट्टी, ह्यूम पाइप, हैंडपंप मरम्मत, रिबोर सामग्री, पेयजल योजना सामग्री सामुदायिक शौचालय पशु आश्रय स्थल पर भूसा/दाना चारा हेतु इत्यादि के आपूर्ति हेतु निविदा आमंत्रित की जाती है इच्छुक आपूर्तिकर्ता द्वारा सूचना 12-4-2025 तक के अंदर सामग्री आपूर्ति हेतु अपने वांछित प्रपत्र बंद लिफाफे में ग्राम पंचायत कार्यालय के निविदा बॉक्स में 12बजे तक डाली जाएगी 13-4-2025 को 12 बजे तक खोली जाएगी निविदा की धरोहर राशि 5000 होगी ग्राम पंचायत कार्यालय में प्रधान/ सचिव की उपस्थिति में निविदा पत्र खोला जाएगा। निविदा/ कोटेशन स्वीकृति करने का अधिकार ग्राम पंचायत कार्यालय के पास सुरक्षित होगा। उक्त सभी सामग्री वर्तमान समय उत्तर प्रदेश लोक निर्माण विभाग के विशिष्टियों के अनुसार पर महल गोंडा के द्वारा निर्धारित दरों के सापेक्ष की जाएगी शेष नियम शर्तें किसी भी कार्यालय दिवस मे ग्राम पंचायत कार्यालय से प्राप्त की जा सकती है निविदा ग्राम पंचायत के वित्तीय वर्ष 2025-26 मे कराए जाने वाले विकास कार्यों हेतु प्रभावी होगा। xyxy=(1153,1992,1499,2203)
sachiv-signature xyxy=(209,963,370,1000)
notice-subtitle: अल्पकालिक निविदा/आपूर्ति सूचना xyxy=(1229,654,1423,672)
pradhan-title: ग्राम प्रधान xyxy=(472,2305,511,2317)
notice-body: ग्राम पंचायत खैराहनिया में मनरेगा पंचम राज्य वित /केंद्रीय वित आयोग पंद्रहवा वित/टोस एवं तरल अपशिष्ट प्रबंध के तहत मिशन कायाकल्प, स्वच्छ भारत मिशन के अंतर्गत स्वीकृत कार्य योजनाओं आंगनवाड़ी केंद्र, पंचायत भवन, सामुदायिक शौचालय, अंत्येष्टि स्थल, उच्च /प्राथमिक विद्यालय, खड़ंजा निर्माण संपर्क मार्ग का निर्माण, टीन सेड ग्राम पंचायत में पेयजल आपूर्ति, फार्मिग कार्य, साफ सफाई किट, सोलर लाइट, स्ट्रीट लाइट, इंटरलॉकिंग ईंट, शोकपिट गोदाम आश्रय स्थल निर्माण व एस एल डब्लू एम योजना अंतर्गत कार्य इत्यादि कार्य हेतु ईंट प्रथम श्रेणी, द्वितीय श्रेणी इंटरलॉकिंग ईंट, बालू, सीमेंट, मोरंग, विभिन्न साइज की सरिया, गिट, दायरिंग मे प्रयुक्त सामग्री, इंट गिट्टी, पत्थर गिट्टी, ह्यूम पाइप, हैंडपंप मरम्मत, रिबोर सामग्री, पेयजल योजना सामग्री सामुदायिक शौचालय पशु आश्रय स्थल पर भूसा/दाना चारा हेतु इत्यादि के आपूर्ति हेतु निविदा आमंत्रित की जाती है इच्छुक आपूर्तिकर्ता द्वारा सूचना 12-4-2025 तक के अंदर सामग्री आपूर्ति हेतु अपने वांछित प्रपत्र बंद लिफाफे में ग्राम पंचायत कार्यालय के निविदा बॉक्स में 12बजे तक डाली जाएगी 13-4-2025 को 12 बजे तक खोली जाएगी निविदा की धरोहर राशि 5000 होगी ग्राम पंचायत कार्यालय में प्रधान/ सचिव की उपस्थिति में निविदा पत्र खोला जाएगा। निविदा/ कोटेशन स्वीकृति करने का अधिकार ग्राम पंचायत कार्यालय के पास सुरक्षित होगा। उक्त सभी सामग्री वर्तमान समय उत्तर प्रदेश लोक निर्माण विभाग के विशिष्टियों के अनुसार पर महल गोंडा के द्वारा निर्धारित दरों के सापेक्ष की जाएगी शेष नियम शर्तें किसी भी कार्यालय दिवस मे ग्राम पंचायत कार्यालय से प्राप्त की जा सकती है निविदा ग्राम पंचायत के वित्तीय वर्ष 2025-26 मे कराए जाने वाले विकास कार्यों हेतु प्रभावी होगा। xyxy=(779,676,1124,887)
tender-notice-13 xyxy=(21,1462,385,1889)
office-name: कार्यालय ग्राम पंचायत लालबोझी xyxy=(1209,1908,1443,1931)
sachiv-title: सचिव xyxy=(1027,2305,1048,2317)
notice-subtitle: अल्पकालिक निविदा/आपूर्ति सूचना xyxy=(1229,215,1423,233)
sachiv-title: सचिव xyxy=(1401,989,1423,1000)
pradhan-signature xyxy=(1160,1402,1321,1439)
tender-notice-19 xyxy=(770,1901,1134,2327)
pradhan-signature xyxy=(411,2280,572,2317)
block-district: विकास खंड तुलसीपुर जनपद बलरामपुर xyxy=(60,1935,347,1958)
color-swatch xyxy=(905,2369,928,2386)
signatures xyxy=(397,963,758,1002)
notice-subtitle: अल्पकालिक निविदा/आपूर्ति सूचना xyxy=(1229,1531,1423,1550)
pradhan-name: अनीता वर्मा xyxy=(832,2281,900,2300)
pradhan-name: रामकेवल xyxy=(1213,1404,1267,1422)
tender-notice-4 xyxy=(1144,146,1508,572)
notice-heading xyxy=(397,147,758,210)
website-url-text[interactable]: www.vishwavarta.com xyxy=(1226,77,1517,104)
pradhan-signature xyxy=(785,1841,946,1878)
office-name: कार्यालय ग्राम पंचायत खैराहनिया xyxy=(833,591,1071,614)
sachiv-title: सचिव xyxy=(653,1866,674,1878)
sachiv-title: सचिव xyxy=(278,2305,300,2317)
sachiv-title: सचिव xyxy=(653,550,674,562)
sachiv-name: राहुल शुक्ला xyxy=(627,1404,699,1422)
color-swatch xyxy=(555,2369,578,2386)
pradhan-title: ग्राम प्रधान xyxy=(1221,1428,1259,1439)
registration-mark-icon xyxy=(245,2369,262,2386)
notice-subtitle: अल्पकालिक निविदा/आपूर्ति सूचना xyxy=(1229,1092,1423,1111)
pradhan-title: ग्राम प्रधान xyxy=(1221,1866,1259,1878)
pradhan-name: अंजनी देवी xyxy=(1207,2281,1273,2300)
office-name: कार्यालय ग्राम पंचायत पुरनपुर xyxy=(470,1908,685,1931)
signatures xyxy=(1146,963,1506,1002)
pradhan-title: ग्राम प्रधान xyxy=(472,1866,511,1878)
sachiv-signature xyxy=(583,1841,744,1878)
color-swatch xyxy=(1176,2369,1199,2386)
block-district: विकास खंड तुलसीपुर जनपद बलरामपुर xyxy=(434,619,721,642)
sachiv-title: सचिव xyxy=(1401,550,1423,562)
block-district: विकास खंड तुलसीपुर जनपद बलरामपुर xyxy=(1183,180,1469,203)
notice-body: ग्राम पंचायत सुदर्शनजोत में मनरेगा पंचम राज्य वित /केंद्रीय वित आयोग पंद्रहवा वित/टोस एवं तरल अपशिष्ट प्रबंध के तहत मिशन कायाकल्प, स्वच्छ भारत मिशन के अंतर्गत स्वीकृत कार्य योजनाओं आंगनवाड़ी केंद्र, पंचायत भवन, सामुदायिक शौचालय, अंत्येष्टि स्थल, उच्च /प्राथमिक विद्यालय, खड़ंजा निर्माण संपर्क मार्ग का निर्माण, टीन सेड ग्राम पंचायत में पेयजल आपूर्ति, फार्मिग कार्य, साफ सफाई किट, सोलर लाइट, स्ट्रीट लाइट, इंटरलॉकिंग ईंट, शोकपिट गोदाम आश्रय स्थल निर्माण व एस एल डब्लू एम योजना अंतर्गत कार्य इत्यादि कार्य हेतु ईंट प्रथम श्रेणी, द्वितीय श्रेणी इंटरलॉकिंग ईंट, बालू, सीमेंट, मोरंग, विभिन्न साइज की सरिया, गिट, दायरिंग मे प्रयुक्त सामग्री, इंट गिट्टी, पत्थर गिट्टी, ह्यूम पाइप, हैंडपंप मरम्मत, रिबोर सामग्री, पेयजल योजना सामग्री सामुदायिक शौचालय पशु आश्रय स्थल पर भूसा/दाना चारा हेतु इत्यादि के आपूर्ति हेतु निविदा आमंत्रित की जाती है इच्छुक आपूर्तिकर्ता द्वारा सूचना 12-4-2025 तक के अंदर सामग्री आपूर्ति हेतु अपने वांछित प्रपत्र बंद लिफाफे में ग्राम पंचायत कार्यालय के निविदा बॉक्स में 12बजे तक डाली जाएगी 13-4-2025 को 12 बजे तक खोली जाएगी निविदा की धरोहर राशि 5000 होगी ग्राम पंचायत कार्यालय में प्रधान/ सचिव की उपस्थिति में निविदा पत्र खोला जाएगा। निविदा/ कोटेशन स्वीकृति करने का अधिकार ग्राम पंचायत कार्यालय के पास सुरक्षित होगा। उक्त सभी सामग्री वर्तमान समय उत्तर प्रदेश लोक निर्माण विभाग के विशिष्टियों के अनुसार पर महल गोंडा के द्वारा निर्धारित दरों के सापेक्ष की जाएगी शेष नियम शर्तें किसी भी कार्यालय दिवस मे ग्राम पंचायत कार्यालय से प्राप्त की जा सकती है निविदा ग्राम पंचायत के वित्तीय वर्ष 2025-26 मे कराए जाने वाले विकास कार्यों हेतु प्रभावी होगा। xyxy=(31,1115,376,1326)
notice-subtitle: अल्पकालिक निविदा/आपूर्ति सूचना xyxy=(855,654,1048,672)
pradhan-signature xyxy=(37,963,198,1000)
sachiv-title: सचिव xyxy=(1027,989,1048,1000)
sachiv-name: सुनील कुमार xyxy=(252,1404,326,1422)
pradhan-title: ग्राम प्रधान xyxy=(98,2305,137,2317)
office-name: कार्यालय ग्राम पंचायत लैबुड़वा xyxy=(1218,1030,1434,1053)
pradhan-name: सुमन देवी xyxy=(837,965,894,983)
notice-heading xyxy=(23,147,383,210)
notice-heading xyxy=(1146,586,1506,649)
tender-notice-8 xyxy=(1144,585,1508,1011)
signatures xyxy=(1146,1841,1506,1879)
color-swatch xyxy=(801,2369,824,2386)
notice-subtitle: अल्पकालिक निविदा/आपूर्ति सूचना xyxy=(107,1531,300,1550)
pradhan-signature xyxy=(785,2280,946,2317)
sachiv-title: सचिव xyxy=(278,989,300,1000)
color-swatch xyxy=(775,2369,798,2386)
signatures xyxy=(23,525,383,563)
signatures xyxy=(23,1841,383,1879)
pradhan-title: ग्राम प्रधान xyxy=(1221,989,1259,1000)
tender-notice-12 xyxy=(1144,1023,1508,1450)
signatures xyxy=(23,2280,383,2318)
pradhan-signature xyxy=(1160,1841,1321,1878)
color-swatch xyxy=(529,2369,552,2386)
sachiv-name: श्यामलाल xyxy=(1384,1843,1440,1861)
sachiv-title: सचिव xyxy=(1027,550,1048,562)
tender-notice-10 xyxy=(396,1023,759,1450)
sachiv-title: सचिव xyxy=(278,1428,300,1439)
tender-notice-18 xyxy=(396,1901,759,2327)
sachiv-name: राहुल शुक्ला xyxy=(627,965,699,983)
pradhan-title: ग्राम प्रधान xyxy=(847,2305,885,2317)
tender-notice-14 xyxy=(396,1462,759,1889)
sachiv-title: सचिव xyxy=(653,1428,674,1439)
office-name: कार्यालय ग्राम पंचायत रानीजोत xyxy=(839,1030,1065,1053)
tender-notice-15 xyxy=(770,1462,1134,1889)
pradhan-title: ग्राम प्रधान xyxy=(847,989,885,1000)
sachiv-signature xyxy=(209,2280,370,2317)
notice-heading xyxy=(772,586,1132,649)
pradhan-title: ग्राम प्रधान xyxy=(98,1866,137,1878)
block-district: विकास खंड तुलसीपुर जनपद बलरामपुर xyxy=(808,1497,1095,1520)
notice-subtitle: अल्पकालिक निविदा/आपूर्ति सूचना xyxy=(481,1531,674,1550)
pradhan-signature xyxy=(411,963,572,1000)
pradhan-name: मोहम्मद उमर xyxy=(1202,1843,1278,1861)
sachiv-name: श्यामलाल xyxy=(1384,1404,1440,1422)
tender-notice-2 xyxy=(396,146,759,572)
notice-body: ग्राम पंचायत नवाजपुर में मनरेगा पंचम राज्य वित /केंद्रीय वित आयोग पंद्रहवा वित/टोस एवं तरल अपशिष्ट प्रबंध के तहत मिशन कायाकल्प, स्वच्छ भारत मिशन के अंतर्गत स्वीकृत कार्य योजनाओं आंगनवाड़ी केंद्र, पंचायत भवन, सामुदायिक शौचालय, अंत्येष्टि स्थल, उच्च /प्राथमिक विद्यालय, खड़ंजा निर्माण संपर्क मार्ग का निर्माण, टीन सेड ग्राम पंचायत में पेयजल आपूर्ति, फार्मिग कार्य, साफ सफाई किट, सोलर लाइट, स्ट्रीट लाइट, इंटरलॉकिंग ईंट, शोकपिट गोदाम आश्रय स्थल निर्माण व एस एल डब्लू एम योजना अंतर्गत कार्य इत्यादि कार्य हेतु ईंट प्रथम श्रेणी, द्वितीय श्रेणी इंटरलॉकिंग ईंट, बालू, सीमेंट, मोरंग, विभिन्न साइज की सरिया, गिट, दायरिंग मे प्रयुक्त सामग्री, इंट गिट्टी, पत्थर गिट्टी, ह्यूम पाइप, हैंडपंप मरम्मत, रिबोर सामग्री, पेयजल योजना सामग्री सामुदायिक शौचालय पशु आश्रय स्थल पर भूसा/दाना चारा हेतु इत्यादि के आपूर्ति हेतु निविदा आमंत्रित की जाती है इच्छुक आपूर्तिकर्ता द्वारा सूचना 12-4-2025 तक के अंदर सामग्री आपूर्ति हेतु अपने वांछित प्रपत्र बंद लिफाफे में ग्राम पंचायत कार्यालय के निविदा बॉक्स में 12बजे तक डाली जाएगी 13-4-2025 को 12 बजे तक खोली जाएगी निविदा की धरोहर राशि 5000 होगी ग्राम पंचायत कार्यालय में प्रधान/ सचिव की उपस्थिति में निविदा पत्र खोला जाएगा। निविदा/ कोटेशन स्वीकृति करने का अधिकार ग्राम पंचायत कार्यालय के पास सुरक्षित होगा। उक्त सभी सामग्री वर्तमान समय उत्तर प्रदेश लोक निर्माण विभाग के विशिष्टियों के अनुसार पर महल गोंडा के द्वारा निर्धारित दरों के सापेक्ष की जाएगी शेष नियम शर्तें किसी भी कार्यालय दिवस मे ग्राम पंचायत कार्यालय से प्राप्त की जा सकती है निविदा ग्राम पंचायत के वित्तीय वर्ष 2025-26 मे कराए जाने वाले विकास कार्यों हेतु प्रभावी होगा। xyxy=(779,237,1124,448)
notice-heading xyxy=(397,1025,758,1088)
sachiv-signature xyxy=(957,525,1118,562)
color-swatch xyxy=(503,2369,526,2386)
color-swatch xyxy=(206,2369,229,2386)
color-swatch xyxy=(827,2369,850,2386)
notice-subtitle: अल्पकालिक निविदा/आपूर्ति सूचना xyxy=(107,654,300,672)
notice-subtitle: अल्पकालिक निविदा/आपूर्ति सूचना xyxy=(855,215,1048,233)
brand-name: विश्ववार्ता xyxy=(229,30,360,74)
signatures xyxy=(397,525,758,563)
sachiv-title: सचिव xyxy=(653,989,674,1000)
color-swatch xyxy=(853,2369,876,2386)
sachiv-signature xyxy=(583,2280,744,2317)
notice-subtitle: अल्पकालिक निविदा/आपूर्ति सूचना xyxy=(855,1531,1048,1550)
pradhan-signature xyxy=(785,1402,946,1439)
sachiv-name: कृपाशंकर त्रिपाठी xyxy=(987,965,1088,983)
registration-mark-icon xyxy=(1373,2369,1390,2386)
color-swatch xyxy=(931,2369,954,2386)
notice-heading xyxy=(772,1025,1132,1088)
notice-heading xyxy=(772,1902,1132,1965)
sachiv-name: श्रीप्रकाश गुप्ता xyxy=(995,1843,1081,1861)
print-registration-strip xyxy=(23,2369,1517,2386)
tender-notice-20 xyxy=(1144,1901,1508,2327)
pradhan-name: विमला देवी xyxy=(833,1404,899,1422)
pradhan-title: ग्राम प्रधान xyxy=(847,1428,885,1439)
office-name: कार्यालय ग्राम पंचायत महदईया xyxy=(91,1469,315,1492)
color-swatch xyxy=(1281,2369,1304,2386)
office-name: कार्यालय ग्राम पंचायत लालपुर लैबुड़ी xyxy=(1194,153,1458,176)
sachiv-signature xyxy=(583,963,744,1000)
pradhan-title: ग्राम प्रधान xyxy=(98,550,137,562)
registration-mark-icon xyxy=(997,2369,1014,2386)
office-name: कार्यालय ग्राम पंचायत कनहरा xyxy=(1219,1469,1433,1492)
section-title: प्रदेश वार्ता xyxy=(666,29,874,94)
notice-subtitle: अल्पकालिक निविदा/आपूर्ति सूचना xyxy=(107,1970,300,1988)
notice-body: ग्राम पंचायत मुडिला में मनरेगा पंचम राज्य वित /केंद्रीय वित आयोग पंद्रहवा वित/टोस एवं तरल अपशिष्ट प्रबंध के तहत मिशन कायाकल्प, स्वच्छ भारत मिशन के अंतर्गत स्वीकृत कार्य योजनाओं आंगनवाड़ी केंद्र, पंचायत भवन, सामुदायिक शौचालय, अंत्येष्टि स्थल, उच्च /प्राथमिक विद्यालय, खड़ंजा निर्माण संपर्क मार्ग का निर्माण, टीन सेड ग्राम पंचायत में पेयजल आपूर्ति, फार्मिग कार्य, साफ सफाई किट, सोलर लाइट, स्ट्रीट लाइट, इंटरलॉकिंग ईंट, शोकपिट गोदाम आश्रय स्थल निर्माण व एस एल डब्लू एम योजना अंतर्गत कार्य इत्यादि कार्य हेतु ईंट प्रथम श्रेणी, द्वितीय श्रेणी इंटरलॉकिंग ईंट, बालू, सीमेंट, मोरंग, विभिन्न साइज की सरिया, गिट, दायरिंग मे प्रयुक्त सामग्री, इंट गिट्टी, पत्थर गिट्टी, ह्यूम पाइप, हैंडपंप मरम्मत, रिबोर सामग्री, पेयजल योजना सामग्री सामुदायिक शौचालय पशु आश्रय स्थल पर भूसा/दाना चारा हेतु इत्यादि के आपूर्ति हेतु निविदा आमंत्रित की जाती है इच्छुक आपूर्तिकर्ता द्वारा सूचना 12-4-2025 तक के अंदर सामग्री आपूर्ति हेतु अपने वांछित प्रपत्र बंद लिफाफे में ग्राम पंचायत कार्यालय के निविदा बॉक्स में 12बजे तक डाली जाएगी 13-4-2025 को 12 बजे तक खोली जाएगी निविदा की धरोहर राशि 5000 होगी ग्राम पंचायत कार्यालय में प्रधान/ सचिव की उपस्थिति में निविदा पत्र खोला जाएगा। निविदा/ कोटेशन स्वीकृति करने का अधिकार ग्राम पंचायत कार्यालय के पास सुरक्षित होगा। उक्त सभी सामग्री वर्तमान समय उत्तर प्रदेश लोक निर्माण विभाग के विशिष्टियों के अनुसार पर महल गोंडा के द्वारा निर्धारित दरों के सापेक्ष की जाएगी शेष नियम शर्तें किसी भी कार्यालय दिवस मे ग्राम पंचायत कार्यालय से प्राप्त की जा सकती है निविदा ग्राम पंचायत के वित्तीय वर्ष 2025-26 मे कराए जाने वाले विकास कार्यों हेतु प्रभावी होगा। xyxy=(779,1992,1124,2203)
block-district: विकास खंड तुलसीपुर जनपद बलरामपुर xyxy=(808,1935,1095,1958)
sachiv-signature xyxy=(1331,2280,1492,2317)
notice-heading xyxy=(23,1464,383,1527)
sachiv-title: सचिव xyxy=(653,2305,674,2317)
office-name: कार्यालय ग्राम पंचायत सुगानगर xyxy=(91,1908,315,1931)
sachiv-signature xyxy=(209,525,370,562)
sachiv-signature xyxy=(1331,525,1492,562)
pradhan-name: सूर्यलाल यादव xyxy=(1198,965,1282,983)
tender-notice-3 xyxy=(770,146,1134,572)
signatures xyxy=(23,963,383,1002)
notice-subtitle: अल्पकालिक निविदा/आपूर्ति सूचना xyxy=(481,654,674,672)
sachiv-name: कृपाशंकर त्रिपाठी xyxy=(987,526,1088,545)
sachiv-name: श्यामलाल xyxy=(1384,965,1440,983)
pradhan-signature xyxy=(37,1841,198,1878)
tender-notice-16 xyxy=(1144,1462,1508,1889)
sachiv-signature xyxy=(957,2280,1118,2317)
block-district: विकास खंड तुलसीपुर जनपद बलरामपुर xyxy=(1183,619,1469,642)
sachiv-name: राहुल शुक्ला xyxy=(253,526,325,545)
sachiv-signature xyxy=(209,1402,370,1439)
pradhan-name: राजाराम xyxy=(468,965,515,983)
notice-heading xyxy=(1146,1464,1506,1527)
masthead-rule xyxy=(23,129,1517,133)
notice-subtitle: अल्पकालिक निविदा/आपूर्ति सूचना xyxy=(1229,1970,1423,1988)
block-district: विकास खंड तुलसीपुर जनपद बलरामपुर xyxy=(434,180,721,203)
signatures xyxy=(772,1402,1132,1441)
page-number: 04 xyxy=(23,31,101,99)
sachiv-signature xyxy=(209,1841,370,1878)
notice-body: ग्राम पंचायत सुगानगर में मनरेगा पंचम राज्य वित /केंद्रीय वित आयोग पंद्रहवा वित/टोस एवं तरल अपशिष्ट प्रबंध के तहत मिशन कायाकल्प, स्वच्छ भारत मिशन के अंतर्गत स्वीकृत कार्य योजनाओं आंगनवाड़ी केंद्र, पंचायत भवन, सामुदायिक शौचालय, अंत्येष्टि स्थल, उच्च /प्राथमिक विद्यालय, खड़ंजा निर्माण संपर्क मार्ग का निर्माण, टीन सेड ग्राम पंचायत में पेयजल आपूर्ति, फार्मिग कार्य, साफ सफाई किट, सोलर लाइट, स्ट्रीट लाइट, इंटरलॉकिंग ईंट, शोकपिट गोदाम आश्रय स्थल निर्माण व एस एल डब्लू एम योजना अंतर्गत कार्य इत्यादि कार्य हेतु ईंट प्रथम श्रेणी, द्वितीय श्रेणी इंटरलॉकिंग ईंट, बालू, सीमेंट, मोरंग, विभिन्न साइज की सरिया, गिट, दायरिंग मे प्रयुक्त सामग्री, इंट गिट्टी, पत्थर गिट्टी, ह्यूम पाइप, हैंडपंप मरम्मत, रिबोर सामग्री, पेयजल योजना सामग्री सामुदायिक शौचालय पशु आश्रय स्थल पर भूसा/दाना चारा हेतु इत्यादि के आपूर्ति हेतु निविदा आमंत्रित की जाती है इच्छुक आपूर्तिकर्ता द्वारा सूचना 12-4-2025 तक के अंदर सामग्री आपूर्ति हेतु अपने वांछित प्रपत्र बंद लिफाफे में ग्राम पंचायत कार्यालय के निविदा बॉक्स में 12बजे तक डाली जाएगी 13-4-2025 को 12 बजे तक खोली जाएगी निविदा की धरोहर राशि 5000 होगी ग्राम पंचायत कार्यालय में प्रधान/ सचिव की उपस्थिति में निविदा पत्र खोला जाएगा। निविदा/ कोटेशन स्वीकृति करने का अधिकार ग्राम पंचायत कार्यालय के पास सुरक्षित होगा। उक्त सभी सामग्री वर्तमान समय उत्तर प्रदेश लोक निर्माण विभाग के विशिष्टियों के अनुसार पर महल गोंडा के द्वारा निर्धारित दरों के सापेक्ष की जाएगी शेष नियम शर्तें किसी भी कार्यालय दिवस मे ग्राम पंचायत कार्यालय से प्राप्त की जा सकती है निविदा ग्राम पंचायत के वित्तीय वर्ष 2025-26 मे कराए जाने वाले विकास कार्यों हेतु प्रभावी होगा। xyxy=(31,1992,376,2203)
notice-body: ग्राम पंचायत नौव्वा में मनरेगा पंचम राज्य वित /केंद्रीय वित आयोग पंद्रहवा वित/टोस एवं तरल अपशिष्ट प्रबंध के तहत मिशन कायाकल्प, स्वच्छ भारत मिशन के अंतर्गत स्वीकृत कार्य योजनाओं आंगनवाड़ी केंद्र, पंचायत भवन, सामुदायिक शौचालय, अंत्येष्टि स्थल, उच्च /प्राथमिक विद्यालय, खड़ंजा निर्माण संपर्क मार्ग का निर्माण, टीन सेड ग्राम पंचायत में पेयजल आपूर्ति, फार्मिग कार्य, साफ सफाई किट, सोलर लाइट, स्ट्रीट लाइट, इंटरलॉकिंग ईंट, शोकपिट गोदाम आश्रय स्थल निर्माण व एस एल डब्लू एम योजना अंतर्गत कार्य इत्यादि कार्य हेतु ईंट प्रथम श्रेणी, द्वितीय श्रेणी इंटरलॉकिंग ईंट, बालू, सीमेंट, मोरंग, विभिन्न साइज की सरिया, गिट, दायरिंग मे प्रयुक्त सामग्री, इंट गिट्टी, पत्थर गिट्टी, ह्यूम पाइप, हैंडपंप मरम्मत, रिबोर सामग्री, पेयजल योजना सामग्री सामुदायिक शौचालय पशु आश्रय स्थल पर भूसा/दाना चारा हेतु इत्यादि के आपूर्ति हेतु निविदा आमंत्रित की जाती है इच्छुक आपूर्तिकर्ता द्वारा सूचना 12-4-2025 तक के अंदर सामग्री आपूर्ति हेतु अपने वांछित प्रपत्र बंद लिफाफे में ग्राम पंचायत कार्यालय के निविदा बॉक्स में 12बजे तक डाली जाएगी 13-4-2025 को 12 बजे तक खोली जाएगी निविदा की धरोहर राशि 5000 होगी ग्राम पंचायत कार्यालय में प्रधान/ सचिव की उपस्थिति में निविदा पत्र खोला जाएगा। निविदा/ कोटेशन स्वीकृति करने का अधिकार ग्राम पंचायत कार्यालय के पास सुरक्षित होगा। उक्त सभी सामग्री वर्तमान समय उत्तर प्रदेश लोक निर्माण विभाग के विशिष्टियों के अनुसार पर महल गोंडा के द्वारा निर्धारित दरों के सापेक्ष की जाएगी शेष नियम शर्तें किसी भी कार्यालय दिवस मे ग्राम पंचायत कार्यालय से प्राप्त की जा सकती है निविदा ग्राम पंचायत के वित्तीय वर्ष 2025-26 मे कराए जाने वाले विकास कार्यों हेतु प्रभावी होगा। xyxy=(779,1553,1124,1764)
tender-notice-1 xyxy=(21,146,385,572)
notice-heading xyxy=(1146,1902,1506,1965)
color-swatch xyxy=(477,2369,500,2386)
block-district: विकास खंड तुलसीपुर जनपद बलरामपुर xyxy=(434,1058,721,1081)
pradhan-name: धनीराम xyxy=(95,1843,140,1861)
sachiv-signature xyxy=(957,1402,1118,1439)
signatures xyxy=(23,1402,383,1441)
notice-grid xyxy=(21,146,1519,2340)
office-name: कार्यालय ग्राम पंचायत सुदर्शनजोत xyxy=(81,1030,325,1053)
signatures xyxy=(772,1841,1132,1879)
color-swatch xyxy=(49,2369,72,2386)
sachiv-name: सुनील कुमार xyxy=(252,1843,326,1861)
notice-body: ग्राम पंचायत विजयीडीह में मनरेगा पंचम राज्य वित /केंद्रीय वित आयोग पंद्रहवा वित/टोस एवं तरल अपशिष्ट प्रबंध के तहत मिशन कायाकल्प, स्वच्छ भारत मिशन के अंतर्गत स्वीकृत कार्य योजनाओं आंगनवाड़ी केंद्र, पंचायत भवन, सामुदायिक शौचालय, अंत्येष्टि स्थल, उच्च /प्राथमिक विद्यालय, खड़ंजा निर्माण संपर्क मार्ग का निर्माण, टीन सेड ग्राम पंचायत में पेयजल आपूर्ति, फार्मिग कार्य, साफ सफाई किट, सोलर लाइट, स्ट्रीट लाइट, इंटरलॉकिंग ईंट, शोकपिट गोदाम आश्रय स्थल निर्माण व एस एल डब्लू एम योजना अंतर्गत कार्य इत्यादि कार्य हेतु ईंट प्रथम श्रेणी, द्वितीय श्रेणी इंटरलॉकिंग ईंट, बालू, सीमेंट, मोरंग, विभिन्न साइज की सरिया, गिट, दायरिंग मे प्रयुक्त सामग्री, इंट गिट्टी, पत्थर गिट्टी, ह्यूम पाइप, हैंडपंप मरम्मत, रिबोर सामग्री, पेयजल योजना सामग्री सामुदायिक शौचालय पशु आश्रय स्थल पर भूसा/दाना चारा हेतु इत्यादि के आपूर्ति हेतु निविदा आमंत्रित की जाती है इच्छुक आपूर्तिकर्ता द्वारा सूचना 12-4-2025 तक के अंदर सामग्री आपूर्ति हेतु अपने वांछित प्रपत्र बंद लिफाफे में ग्राम पंचायत कार्यालय के निविदा बॉक्स में 12बजे तक डाली जाएगी 13-4-2025 को 12 बजे तक खोली जाएगी निविदा की धरोहर राशि 5000 होगी ग्राम पंचायत कार्यालय में प्रधान/ सचिव की उपस्थिति में निविदा पत्र खोला जाएगा। निविदा/ कोटेशन स्वीकृति करने का अधिकार ग्राम पंचायत कार्यालय के पास सुरक्षित होगा। उक्त सभी सामग्री वर्तमान समय उत्तर प्रदेश लोक निर्माण विभाग के विशिष्टियों के अनुसार पर महल गोंडा के द्वारा निर्धारित दरों के सापेक्ष की जाएगी शेष नियम शर्तें किसी भी कार्यालय दिवस मे ग्राम पंचायत कार्यालय से प्राप्त की जा सकती है निविदा ग्राम पंचायत के वित्तीय वर्ष 2025-26 मे कराए जाने वाले विकास कार्यों हेतु प्रभावी होगा। xyxy=(1153,676,1499,887)
notice-subtitle: अल्पकालिक निविदा/आपूर्ति सूचना xyxy=(481,1092,674,1111)
notice-subtitle: अल्पकालिक निविदा/आपूर्ति सूचना xyxy=(855,1970,1048,1988)
dateline: लखनऊ, मंगलवार, 8 अप्रैल 2025 xyxy=(232,89,431,107)
signatures xyxy=(772,963,1132,1002)
office-name: कार्यालय ग्राम पंचायत फतेनगरा xyxy=(464,1469,691,1492)
color-swatch xyxy=(581,2369,604,2386)
pradhan-title: ग्राम प्रधान xyxy=(472,989,511,1000)
svg-text:e: e xyxy=(1208,79,1222,100)
sachiv-signature xyxy=(583,525,744,562)
pradhan-name: हुस्न आरा xyxy=(89,526,146,545)
office-name: कार्यालय ग्राम पंचायत भुजेहरा xyxy=(95,591,311,614)
sachiv-signature xyxy=(1331,1841,1492,1878)
pradhan-signature xyxy=(1160,525,1321,562)
